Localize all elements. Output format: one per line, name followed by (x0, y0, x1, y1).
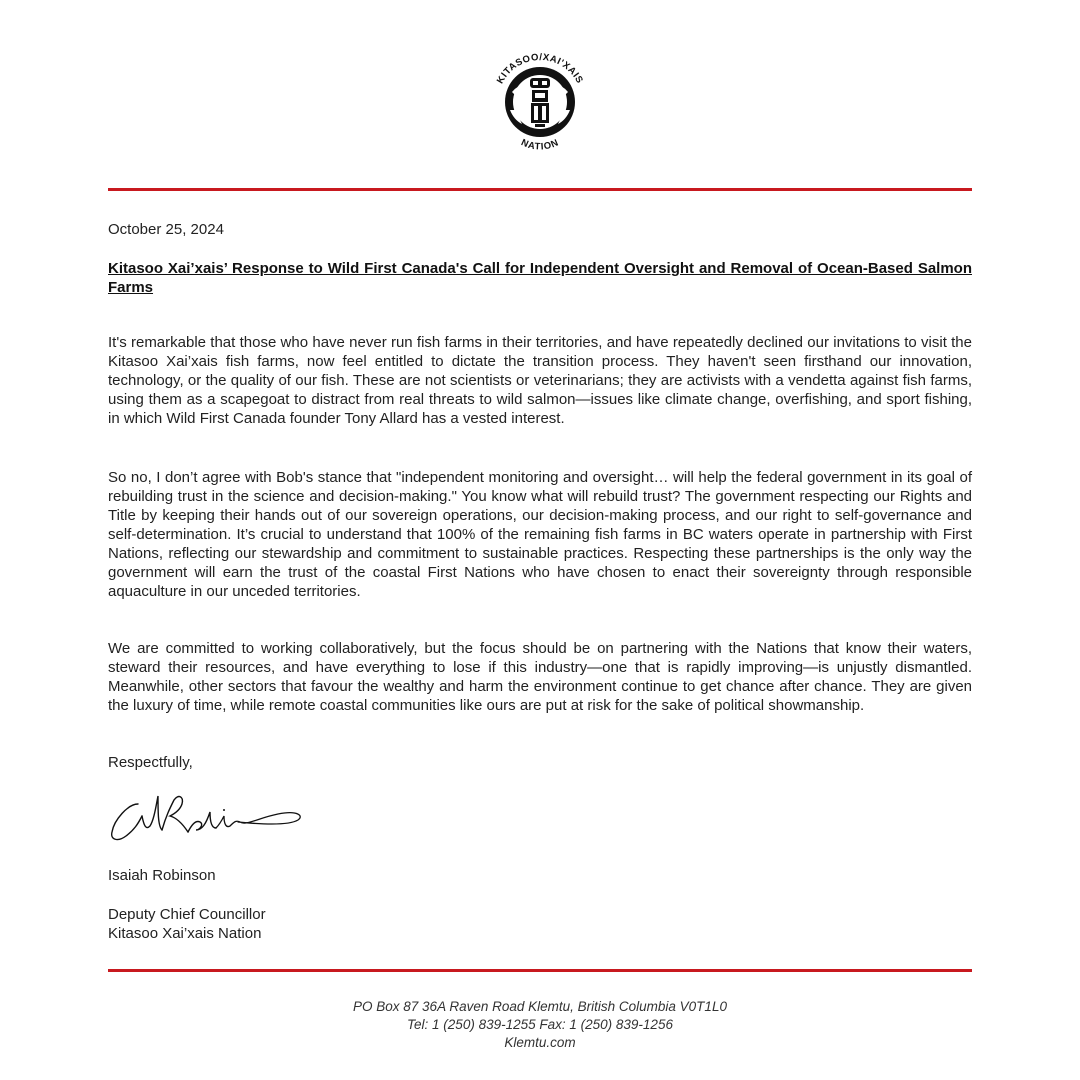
body-paragraph-1: It's remarkable that those who have never run fish farms in their territories, and have repeatedly declined our invitations to visit the Kitasoo Xai’xais fish farms, now feel entitled to dictate the transition process. They haven't seen firsthand our innovation, technology, or the quality of our fish. These are not scientists or veterinarians; they are activists with a vendetta against fish farms, using them as a scapegoat to distract from real threats to wild salmon—issues like climate change, overfishing, and sport fishing, in which Wild First Canada founder Tony Allard has a vested interest. (108, 334, 972, 427)
footer-phone: Tel: 1 (250) 839-1255 Fax: 1 (250) 839-1256 (407, 1017, 673, 1032)
letter-date: October 25, 2024 (108, 221, 224, 238)
logo-text-bottom: NATION (519, 137, 561, 153)
logo-text-top: KITASOO/XAI'XAIS (494, 51, 586, 86)
closing-salutation: Respectfully, (108, 754, 193, 771)
signature-icon (108, 786, 308, 844)
svg-text:NATION (519, 137, 560, 152)
header-divider (108, 188, 972, 191)
footer-address: PO Box 87 36A Raven Road Klemtu, British Columbia V0T1L0 (353, 999, 727, 1014)
signer-organization: Kitasoo Xai’xais Nation (108, 925, 262, 942)
signer-title: Deputy Chief Councillor (108, 906, 266, 923)
letter-footer (108, 998, 972, 1052)
footer-website[interactable]: Klemtu.com (504, 1035, 576, 1050)
footer-divider (108, 969, 972, 972)
body-paragraph-3: We are committed to working collaboratively, but the focus should be on partnering with the Nations that know their waters, steward their resources, and have everything to lose if this industry—one that is rapidly improving—is unjustly dismantled. Meanwhile, other sectors that favour the wealthy and harm the environment continue to get chance after chance. They are given the luxury of time, while remote coastal communities like ours are put at risk for the sake of political showmanship. (108, 640, 972, 714)
signer-name: Isaiah Robinson (108, 867, 216, 884)
body-paragraph-2: So no, I don’t agree with Bob's stance that "independent monitoring and oversight… will help the federal government in its goal of rebuilding trust in the science and decision-making." You know what will rebuild trust? The government respecting our Rights and Title by keeping their hands out of our sovereign operations, our decision-making process, and our right to self-governance and self-determination. It’s crucial to understand that 100% of the remaining fish farms in BC waters operate in partnership with First Nations, reflecting our stewardship and commitment to sustainable practices. Respecting these partnerships is the only way the government will earn the trust of the coastal First Nations who have chosen to enact their sovereignty through responsible aquaculture in our unceded territories. (108, 469, 972, 600)
letter-headline: Kitasoo Xai’xais’ Response to Wild First Canada's Call for Independent Oversight and Removal of Ocean-Based Salmon Farms (108, 260, 972, 296)
nation-logo-icon (488, 40, 592, 158)
